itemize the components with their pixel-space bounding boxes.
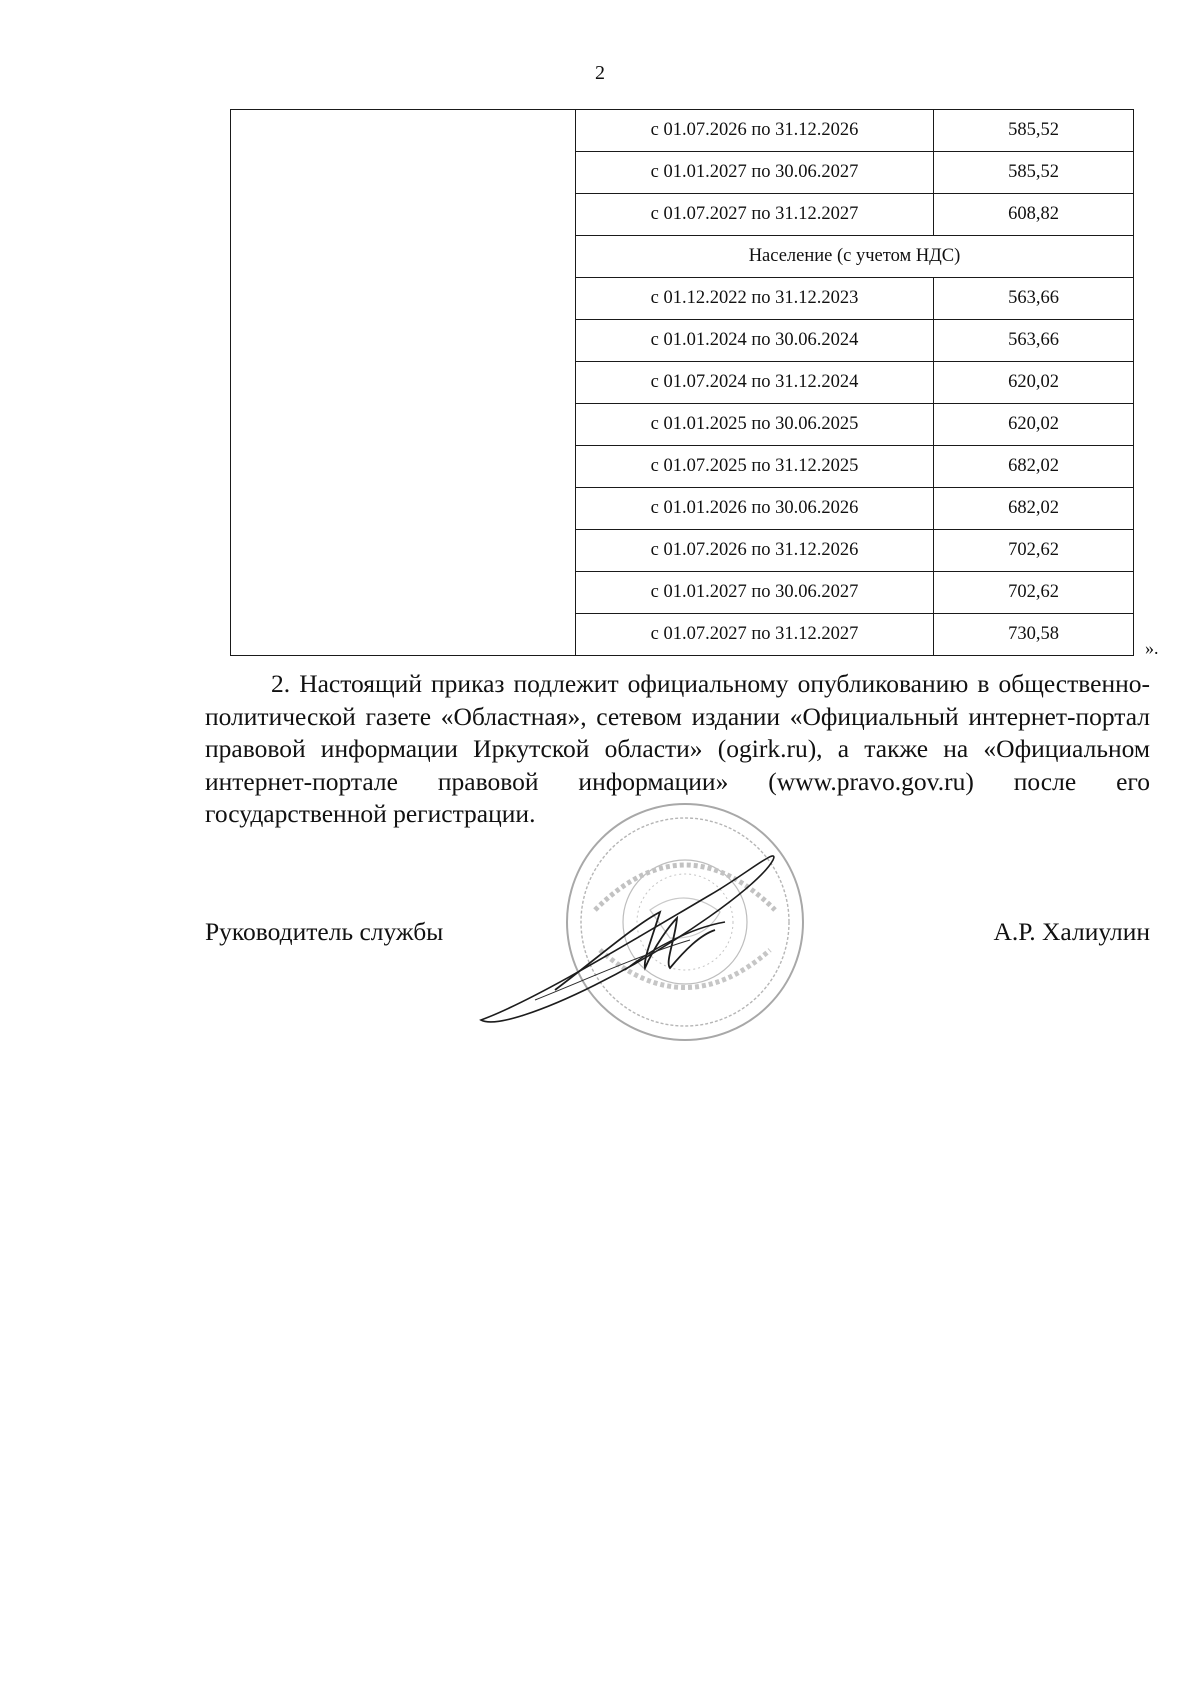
period-cell: с 01.01.2027 по 30.06.2027 [576, 152, 934, 194]
merged-empty-cell [231, 110, 576, 656]
period-cell: с 01.07.2027 по 31.12.2027 [576, 194, 934, 236]
period-cell: с 01.01.2024 по 30.06.2024 [576, 320, 934, 362]
period-cell: с 01.07.2024 по 31.12.2024 [576, 362, 934, 404]
value-cell: 702,62 [934, 572, 1134, 614]
value-cell: 563,66 [934, 320, 1134, 362]
handwritten-signature [475, 850, 795, 1025]
closing-quote-mark: ». [1145, 638, 1159, 658]
table-row [231, 110, 1134, 152]
value-cell: 585,52 [934, 110, 1134, 152]
value-cell: 682,02 [934, 446, 1134, 488]
section-header: Население (с учетом НДС) [576, 236, 1134, 278]
period-cell: с 01.01.2026 по 30.06.2026 [576, 488, 934, 530]
value-cell: 730,58 [934, 614, 1134, 656]
period-cell: с 01.01.2025 по 30.06.2025 [576, 404, 934, 446]
value-cell: 563,66 [934, 278, 1134, 320]
value-cell: 702,62 [934, 530, 1134, 572]
period-cell: с 01.07.2026 по 31.12.2026 [576, 530, 934, 572]
period-cell: с 01.07.2026 по 31.12.2026 [576, 110, 934, 152]
value-cell: 620,02 [934, 404, 1134, 446]
signatory-title: Руководитель службы [205, 917, 444, 946]
paragraph-number: 2. [271, 669, 291, 698]
value-cell: 608,82 [934, 194, 1134, 236]
value-cell: 682,02 [934, 488, 1134, 530]
page-number: 2 [595, 62, 605, 84]
value-cell: 620,02 [934, 362, 1134, 404]
value-cell: 585,52 [934, 152, 1134, 194]
period-cell: с 01.01.2027 по 30.06.2027 [576, 572, 934, 614]
tariff-table [230, 109, 1134, 656]
period-cell: с 01.12.2022 по 31.12.2023 [576, 278, 934, 320]
period-cell: с 01.07.2025 по 31.12.2025 [576, 446, 934, 488]
signatory-name: А.Р. Халиулин [993, 917, 1150, 946]
paragraph-text: Настоящий приказ подлежит официальному опубликованию в общественно-политической газете «Областная», сетевом издании «Официальный интернет-портал правовой информации Иркутской области» (ogirk.ru), а также на «Официальном интернет-портале правовой информации» (www.pravo.gov.ru) после его государственной регистрации. [205, 669, 1150, 828]
period-cell: с 01.07.2027 по 31.12.2027 [576, 614, 934, 656]
